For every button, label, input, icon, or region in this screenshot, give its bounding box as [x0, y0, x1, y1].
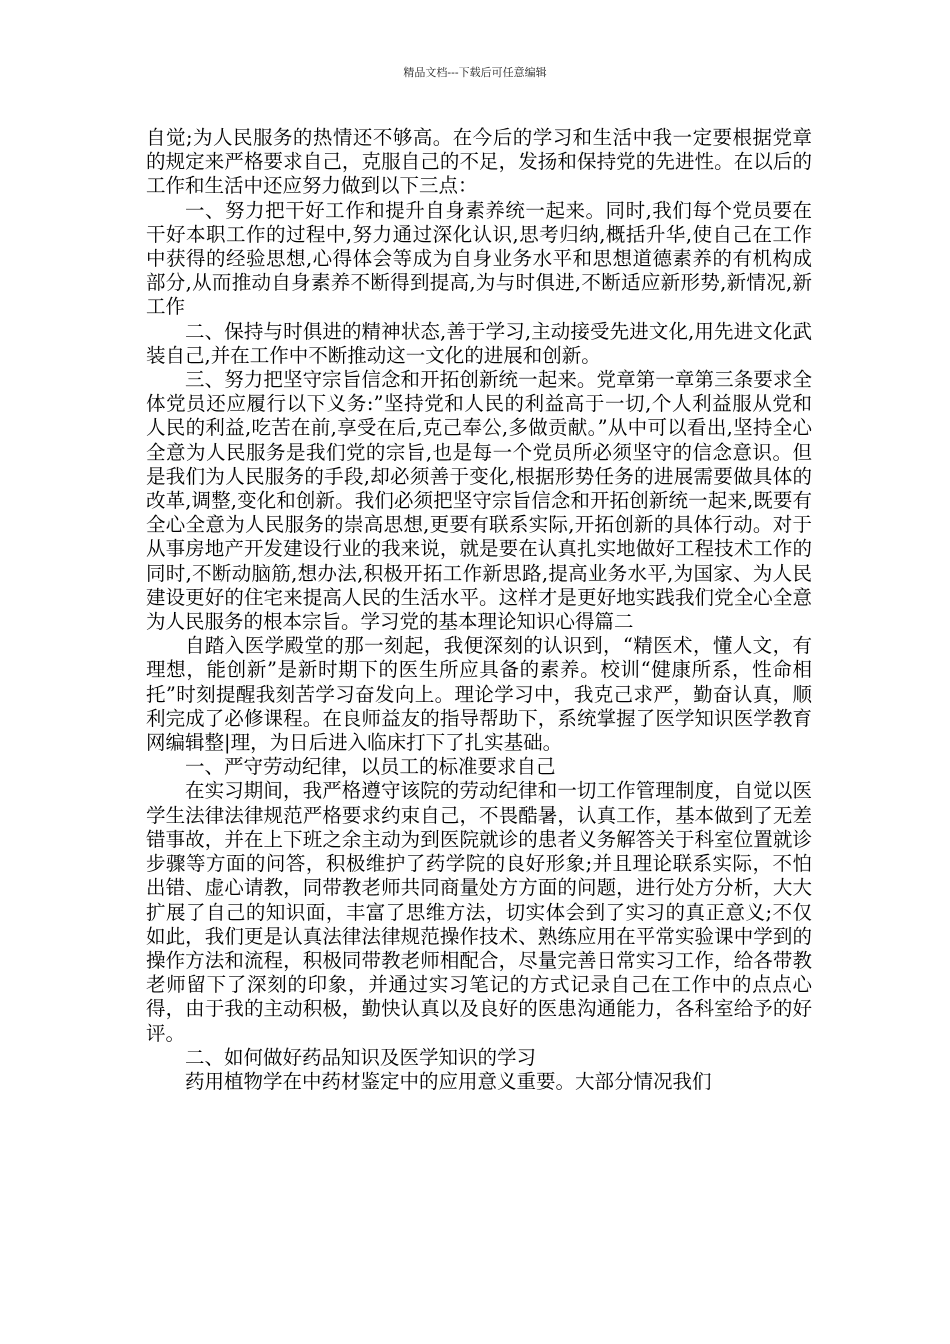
paragraph-9: 药用植物学在中药材鉴定中的应用意义重要。大部分情况我们 — [185, 1069, 712, 1093]
paragraph-5: 自踏入医学殿堂的那一刻起，我便深刻的认识到，“精医术，懂人文，有理想，能创新”是新时期下的医生所应具备的素养。校训“健康所系，性命相托”时刻提醒我刻苦学习奋发向上。理论学习中，我克己求严，勤奋认真，顺利完成了必修课程。在良师益友的指导帮助下，系统掌握了医学知识医学教育网编辑整|理，为日后进入临床打下了扎实基础。 — [146, 634, 812, 755]
paragraph-2: 一、努力把干好工作和提升自身素养统一起来。同时,我们每个党员要在干好本职工作的过程中,努力通过深化认识,思考归纳,概括升华,使自己在工作中获得的经验思想,心得体会等成为自身业务水平和思想道德素养的有机构成部分,从而推动自身素养不断得到提高,为与时俱进,不断适应新形势,新情况,新工作 — [146, 198, 812, 319]
paragraph-7: 在实习期间，我严格遵守该院的劳动纪律和一切工作管理制度，自觉以医学生法律法律规范严格要求约束自己，不畏酷暑，认真工作，基本做到了无差错事故，并在上下班之余主动为到医院就诊的患者义务解答关于科室位置就诊步骤等方面的问答，积极维护了药学院的良好形象;并且理论联系实际，不怕出错、虚心请教，同带教老师共同商量处方方面的问题，进行处方分析，大大扩展了自己的知识面，丰富了思维方法，切实体会到了实习的真正意义;不仅如此，我们更是认真法律法律规范操作技术、熟练应用在平常实验课中学到的操作方法和流程，积极同带教老师相配合，尽量完善日常实习工作，给各带教老师留下了深刻的印象，并通过实习笔记的方式记录自己在工作中的点点心得，由于我的主动积极，勤快认真以及良好的医患沟通能力，各科室给予的好评。 — [146, 779, 812, 1045]
page-header: 精品文档---下载后可任意编辑 — [403, 66, 547, 79]
paragraph-1: 自觉;为人民服务的热情还不够高。在今后的学习和生活中我一定要根据党章的规定来严格要求自己，克服自己的不足，发扬和保持党的先进性。在以后的工作和生活中还应努力做到以下三点： — [146, 126, 812, 198]
document-body — [146, 126, 812, 1094]
paragraph-6: 一、严守劳动纪律，以员工的标准要求自己 — [185, 755, 556, 779]
paragraph-4: 三、努力把坚守宗旨信念和开拓创新统一起来。党章第一章第三条要求全体党员还应履行以下义务:”坚持党和人民的利益高于一切,个人利益服从党和人民的利益,吃苦在前,享受在后,克己奉公,多做贡献。”从中可以看出,坚持全心全意为人民服务是我们党的宗旨,也是每一个党员所必须坚守的信念意识。但是我们为人民服务的手段,却必须善于变化,根据形势任务的进展需要做具体的改革,调整,变化和创新。我们必须把坚守宗旨信念和开拓创新统一起来,既要有全心全意为人民服务的崇高思想,更要有联系实际,开拓创新的具体行动。对于从事房地产开发建设行业的我来说，就是要在认真扎实地做好工程技术工作的同时,不断动脑筋,想办法,积极开拓工作新思路,提高业务水平,为国家、为人民建设更好的住宅来提高人民的生活水平。这样才是更好地实践我们党全心全意为人民服务的根本宗旨。学习党的基本理论知识心得篇二 — [146, 368, 812, 634]
paragraph-8: 二、如何做好药品知识及医学知识的学习 — [185, 1045, 537, 1069]
paragraph-3: 二、保持与时俱进的精神状态,善于学习,主动接受先进文化,用先进文化武装自己,并在工作中不断推动这一文化的进展和创新。 — [146, 319, 812, 367]
